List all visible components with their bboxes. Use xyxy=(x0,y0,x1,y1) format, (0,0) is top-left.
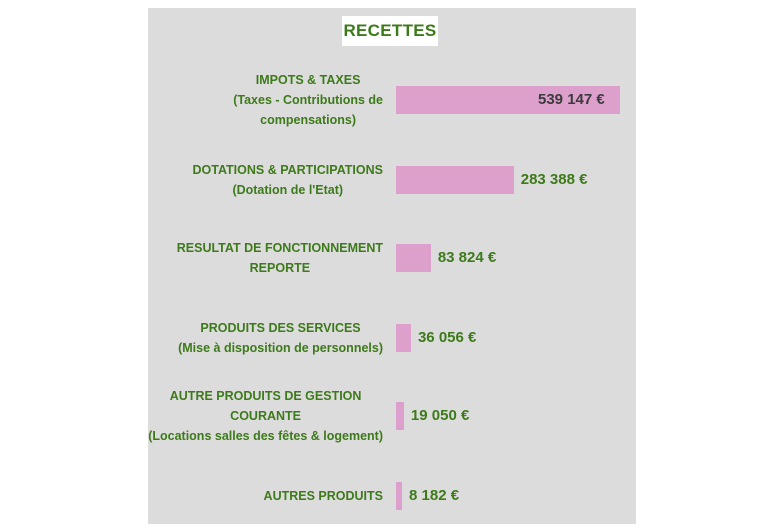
category-label-line: IMPOTS & TAXES xyxy=(255,73,361,87)
category-label xyxy=(148,386,383,446)
value-label: 83 824 € xyxy=(437,249,497,266)
category-label-line: (Dotation de l'Etat) xyxy=(232,183,344,197)
category-label-line: DOTATIONS & PARTICIPATIONS xyxy=(192,163,383,177)
value-label: 8 182 € xyxy=(409,487,460,504)
category-label-line: RESULTAT DE FONCTIONNEMENT xyxy=(176,241,383,255)
value-label: 283 388 € xyxy=(520,171,588,188)
category-label-line: compensations) xyxy=(260,113,357,127)
category-label-line: PRODUITS DES SERVICES xyxy=(200,321,361,335)
category-label xyxy=(192,160,383,200)
chart-title: RECETTES xyxy=(342,16,438,46)
category-label-line: (Taxes - Contributions de xyxy=(233,93,383,107)
category-label xyxy=(264,486,383,506)
category-label-line: (Mise à disposition de personnels) xyxy=(178,341,383,355)
value-label: 36 056 € xyxy=(417,329,477,346)
bar xyxy=(396,166,514,194)
category-label xyxy=(177,238,383,278)
category-label-line: AUTRE PRODUITS DE GESTION xyxy=(169,389,362,403)
category-label-line: AUTRES PRODUITS xyxy=(263,489,383,503)
bar xyxy=(396,324,411,352)
category-label xyxy=(178,318,383,358)
category-label xyxy=(233,70,383,130)
value-label: 19 050 € xyxy=(410,407,470,424)
bar xyxy=(396,244,431,272)
category-label-line: (Locations salles des fêtes & logement) xyxy=(148,429,383,443)
category-label-line: COURANTE xyxy=(230,409,302,423)
category-label-line: REPORTE xyxy=(249,261,311,275)
bar xyxy=(396,402,404,430)
bar xyxy=(396,482,402,510)
value-label: 539 147 € xyxy=(538,91,605,108)
